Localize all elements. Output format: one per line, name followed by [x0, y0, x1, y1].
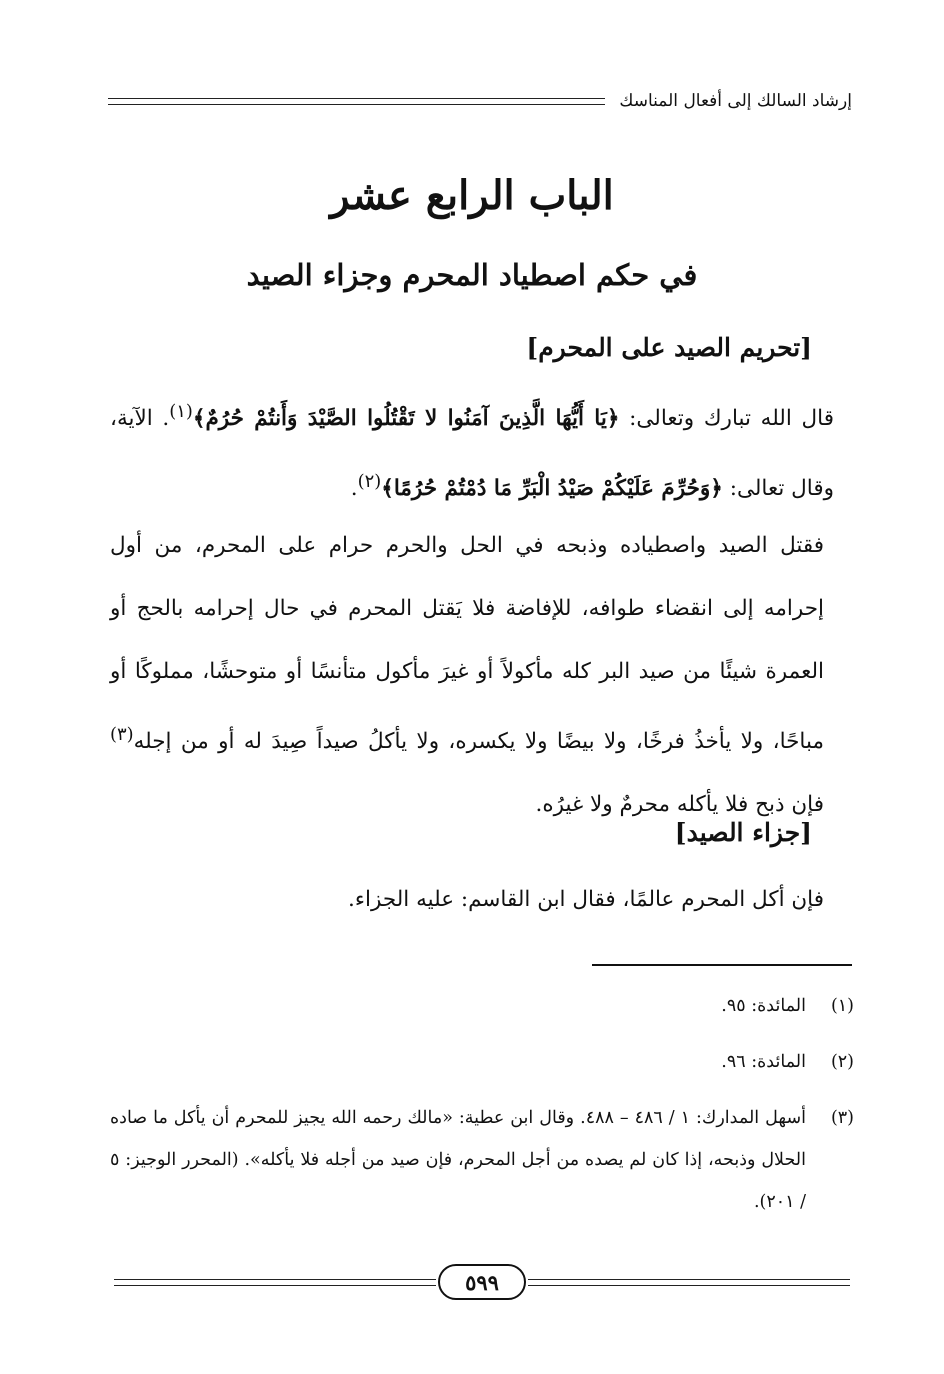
chapter-subtitle: في حكم اصطياد المحرم وجزاء الصيد	[246, 258, 698, 292]
penalty-text: فإن أكل المحرم عالمًا، فقال ابن القاسم: عليه الجزاء.	[348, 887, 824, 912]
header-rule	[108, 98, 605, 105]
footnote-ref-3: (٣)	[110, 724, 134, 745]
verse-end: .	[350, 476, 358, 502]
footnote-number: (٣)	[830, 1108, 854, 1128]
footnote-2	[110, 1041, 854, 1083]
footnote-text: المائدة: ٩٦.	[721, 1052, 806, 1072]
footer-rule-left	[114, 1279, 436, 1286]
paragraph-ruling	[110, 514, 824, 836]
footnote-separator	[592, 964, 852, 966]
footnote-3	[110, 1097, 854, 1223]
quran-verse-96: ﴿وَحُرِّمَ عَلَيْكُمْ صَيْدُ الْبَرِّ مَا دُمْتُمْ حُرُمًا﴾	[381, 476, 723, 502]
page-footer	[114, 1262, 850, 1302]
footer-rule-right	[528, 1279, 850, 1286]
footnote-text: أسهل المدارك: ١ / ٤٨٦ – ٤٨٨. وقال ابن عطية: «مالك رحمه الله يجيز للمحرم أن يأكل ما صاده الحلال وذبحه، إذا كان لم يصده من أجل المحرم، فإن صيد من أجله فلا يأكله». (المحرر الوجيز: ٥ / ٢٠١).	[110, 1108, 806, 1212]
quran-verse-95: ﴿يَا أَيُّهَا الَّذِينَ آمَنُوا لا تَقْتُلُوا الصَّيْدَ وَأَنتُمْ حُرُمٌ﴾	[192, 406, 620, 432]
running-header	[108, 86, 852, 116]
footnote-text: المائدة: ٩٥.	[721, 996, 806, 1016]
ruling-text: فقتل الصيد واصطياده وذبحه في الحل والحرم حرام على المحرم، من أول إحرامه إلى انقضاء طوافه، للإفاضة فلا يَقتل المحرم في حال إحرامه بالحج أو العمرة شيئًا من صيد البر كله مأكولاً أو غيرَ مأكول متأنسًا أو متوحشًا، مملوكًا أو مباحًا، ولا يأخذُ فرخًا، ولا بيضًا ولا يكسره، ولا يأكلُ صيداً صِيدَ له أو من إجله	[110, 533, 824, 755]
footnote-1	[110, 985, 854, 1027]
footnote-number: (١)	[830, 996, 854, 1016]
paragraph-verses	[110, 380, 834, 520]
section-heading-penalty: [جزاء الصيد]	[674, 818, 812, 847]
section-heading-prohibition: [تحريم الصيد على المحرم]	[526, 333, 812, 362]
page-number: ٥٩٩	[438, 1264, 526, 1300]
footnote-number: (٢)	[830, 1052, 854, 1072]
paragraph-penalty	[110, 868, 824, 931]
verse-intro: قال الله تبارك وتعالى:	[619, 406, 834, 432]
verse-connector: . الآية، وقال تعالى:	[110, 406, 834, 502]
running-title: إرشاد السالك إلى أفعال المناسك	[619, 91, 852, 111]
footnote-ref-2: (٢)	[357, 471, 382, 493]
footnotes	[110, 985, 854, 1237]
chapter-title: الباب الرابع عشر	[330, 172, 614, 219]
footnote-ref-1: (١)	[169, 401, 193, 422]
ruling-end: فإن ذبح فلا يأكله محرمٌ ولا غيرُه.	[535, 792, 824, 818]
